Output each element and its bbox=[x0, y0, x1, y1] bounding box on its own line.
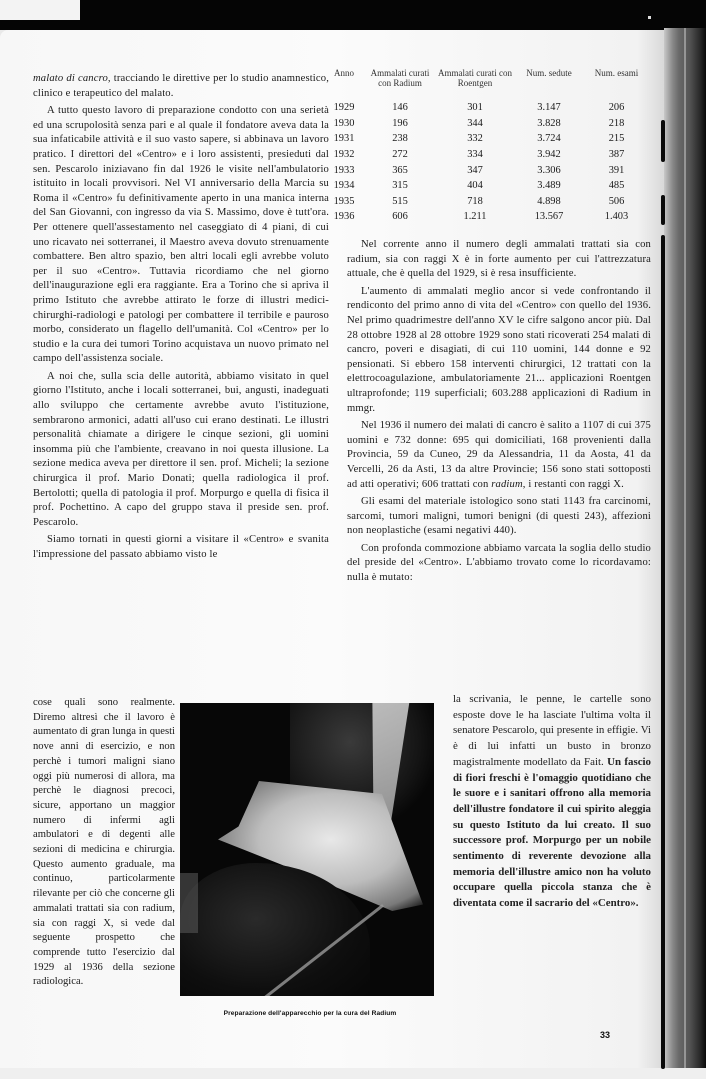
right-column-wrap-text bbox=[453, 692, 651, 912]
cell-radium: 365 bbox=[392, 164, 408, 176]
cell-esami: 506 bbox=[608, 195, 625, 207]
paragraph: L'aumento di ammalati meglio ancor si vede confrontando il rendiconto del primo anno di vita del «Centro» con quello del 1936. Nel primo quadrimestre dell'anno XV le cifre salgono ancor più. Dal 28 ottobre 1928 al 28 ottobre 1929 sono stati ricoverati 254 malati di cancro, poveri e disagiati, di cui 110 uomini, 144 donne e 92 pensionati. Si ebbero 158 interventi chirurgici, 12 trattati con la elettrocoagulazione, ambulatoriamente 21... applicazioni Roentgen ultraprofonde; 119 superficiali; 603.288 applicazioni di Radium in mmgr. bbox=[347, 285, 651, 414]
table-row bbox=[324, 178, 649, 194]
cell-roentgen: 1.211 bbox=[463, 211, 487, 223]
cell-esami: 1.403 bbox=[604, 211, 629, 223]
table-row bbox=[324, 100, 649, 116]
radiology-statistics-table bbox=[324, 68, 649, 225]
paragraph: Nel corrente anno il numero degli ammalati trattati sia con radium, sia con raggi X è in forte aumento per cui l'attrezzatura attuale, che è quella del 1929, si è resa insufficiente. bbox=[347, 239, 651, 280]
cell-sedute: 13.567 bbox=[534, 211, 564, 223]
margin-rule bbox=[661, 235, 665, 1069]
cell-esami: 215 bbox=[608, 133, 625, 145]
page-number: 33 bbox=[600, 1030, 611, 1040]
table-row bbox=[324, 162, 649, 178]
paragraph: A tutto questo lavoro di preparazione condotto con una serietà ed una scrupolosità senza pari e al quale il fondatore aveva data la sua infaticabile attività e il suo vasto sapere, si abbinava un lavoro pratico. I direttori del «Centro» e i loro assistenti, presieduti dal sen. Pescarolo iniziavano fin dal 1926 le visite nell'ambulatorio istituito in locali provvisori. Nel VI anniversario della Marcia su Roma il «Centro» fu definitivamente aperto in una manica interna del San Giovanni, con ingresso da via S. Massimo, dove è tutt'ora. Per ottenere quell'assestamento nel caseggiato di 4 piani, di cui uno ricavato nei sotterranei, il Maestro aveva dovuto strenuamente combattere. Ben altro spazio, ben altri locali egli avrebbe voluto per il suo «Centro». Tuttavia ricordiamo che nel giorno dell'inaugurazione egli era raggiante. Era a Torino che si apriva il primo Istituto che avrebbe attirato le forze di illustri medici-chirurghi-radiologi e patologi per combattere il terribile e pauroso morbo, considerato un flagello dell'umanità. Col «Centro» per lo studio e la cura dei tumori Torino acquistava un nuovo primato nel campo dell'assistenza sociale. bbox=[33, 105, 329, 365]
cell-roentgen: 334 bbox=[467, 149, 483, 161]
cell-sedute: 3.724 bbox=[537, 133, 561, 145]
scan-bottom-border bbox=[0, 1068, 706, 1079]
italic-text: radium bbox=[491, 478, 523, 490]
cell-roentgen: 301 bbox=[467, 102, 483, 114]
italic-text: malato di cancro, bbox=[33, 73, 111, 84]
cell-radium: 196 bbox=[392, 117, 408, 129]
cell-radium: 146 bbox=[392, 102, 408, 114]
paragraph: A noi che, sulla scia delle autorità, abbiamo visitato in quel giorno l'Istituto, anche i locali sotterranei, bui, angusti, inadeguati allo sviluppo che certamente avrebbe avuto l'istituzione, sembrarono armonici, adatti all'uso cui erano destinati. Le illustri personalità chiamate a dirigere le cinque sezioni, gli uomini insomma più che l'ambiente, creavano in noi questa illusione. La sezione medica aveva per direttore il sen. prof. Micheli; la sezione chirurgica il prof. Mario Donati; quella radiologica il prof. Bertolotti; quella di patologia il prof. Morpurgo e quella di fisica il prof. Pochettino. A capo del gruppo stava il preside sen. prof. Pescarolo. bbox=[33, 370, 329, 528]
cell-year: 1934 bbox=[333, 180, 355, 192]
table-row bbox=[324, 116, 649, 132]
left-column bbox=[33, 72, 329, 563]
cell-esami: 218 bbox=[608, 117, 625, 129]
paragraph-text: Nel 1936 il numero dei malati di cancro è salito a 1107 di cui 375 uomini e 732 donne: 695 qui domiciliati, 168 provenienti dalla Provincia, 59 da Cuneo, 29 da Alessandria, 11 da Aosta, 41 da Vercelli, 26 da Asti, 13 da altre Provincie; 156 sono stati sottoposti ad atti operativi; 606 trattati con bbox=[347, 420, 651, 490]
cell-sedute: 3.942 bbox=[537, 149, 561, 161]
margin-mark bbox=[661, 120, 665, 162]
cell-roentgen: 347 bbox=[467, 164, 483, 176]
cell-roentgen: 332 bbox=[467, 133, 483, 145]
cell-radium: 606 bbox=[392, 211, 408, 223]
cell-esami: 391 bbox=[608, 164, 625, 176]
cell-roentgen: 344 bbox=[467, 117, 483, 129]
cell-year: 1932 bbox=[333, 149, 355, 161]
header-radium: Ammalati curati con Radium bbox=[370, 68, 430, 88]
paragraph-text: , i restanti con raggi X. bbox=[522, 478, 624, 490]
header-esami: Num. esami bbox=[594, 68, 639, 78]
cell-year: 1929 bbox=[333, 102, 355, 114]
table-row bbox=[324, 194, 649, 210]
paragraph bbox=[347, 419, 651, 492]
table-row bbox=[324, 131, 649, 147]
header-roentgen: Ammalati curati con Roentgen bbox=[438, 68, 512, 88]
photo-shadow bbox=[180, 873, 198, 933]
paragraph bbox=[33, 72, 329, 101]
cell-radium: 272 bbox=[392, 149, 408, 161]
left-column-wrap-text: cose quali sono realmente. Diremo altresì che il lavoro è aumentato di gran lunga in questi nove anni di esercizio, e non perchè i tumori maligni siano oggi più numerosi di allora, ma perchè le diagnosi precoci, sicure, apportano un maggior numero di infermi agli ambulatori e di degenti alle sezioni di medicina e chirurgia. Questo aumento graduale, ma continuo, particolarmente rilevante per ciò che concerne gli ammalati trattati sia con radium, sia con raggi X, si vede dal seguente prospetto che comprende tutto l'esercizio dal 1929 al 1936 della sezione radiologica. bbox=[33, 697, 175, 988]
cell-radium: 315 bbox=[392, 180, 408, 192]
cell-year: 1933 bbox=[333, 164, 355, 176]
radium-apparatus-photo bbox=[180, 703, 434, 996]
margin-mark bbox=[661, 195, 665, 225]
table-row bbox=[324, 147, 649, 163]
cell-esami: 387 bbox=[608, 149, 625, 161]
paragraph-text: la scrivania, le penne, le cartelle sono esposte dove le ha lasciate l'ultima volta il senatore Pescarolo, qui presente in effigie. Vi è di lui infatti un busto in bronzo magistralmente modellato da Fait. bbox=[453, 693, 651, 768]
paragraph: Siamo tornati in questi giorni a visitare il «Centro» e svanita l'impressione del passato abbiamo visto le bbox=[33, 534, 329, 560]
book-spine-highlight bbox=[684, 28, 686, 1068]
paragraph: Con profonda commozione abbiamo varcata la soglia dello studio del preside del «Centro». L'abbiamo trovato come lo ricordavamo: nulla è mutato: bbox=[347, 542, 651, 584]
scan-top-border-lower bbox=[0, 20, 706, 30]
cell-roentgen: 404 bbox=[467, 180, 483, 192]
cell-esami: 206 bbox=[608, 102, 625, 114]
cell-sedute: 4.898 bbox=[537, 195, 561, 207]
scan-corner bbox=[0, 0, 80, 20]
header-sedute: Num. sedute bbox=[526, 68, 572, 78]
cell-year: 1935 bbox=[333, 195, 355, 207]
cell-sedute: 3.828 bbox=[537, 117, 561, 129]
cell-radium: 515 bbox=[392, 195, 408, 207]
cell-year: 1931 bbox=[333, 133, 355, 145]
table-header-row bbox=[324, 68, 649, 100]
cell-sedute: 3.306 bbox=[537, 164, 561, 176]
paragraph: Gli esami del materiale istologico sono stati 1143 fra carcinomi, sarcomi, tumori maligni, tumori benigni (di questi 243), affezioni non neoplastiche (esami negativi 440). bbox=[347, 496, 651, 537]
table-row bbox=[324, 209, 649, 225]
right-column bbox=[347, 238, 651, 586]
cell-sedute: 3.147 bbox=[537, 102, 561, 114]
paragraph-text: tracciando le direttive per lo studio anamnestico, clinico e terapeutico del malato. bbox=[33, 73, 329, 99]
cell-esami: 485 bbox=[608, 180, 625, 192]
cell-sedute: 3.489 bbox=[537, 180, 561, 192]
scan-speck bbox=[648, 16, 651, 19]
cell-roentgen: 718 bbox=[467, 195, 483, 207]
cell-year: 1930 bbox=[333, 117, 355, 129]
paragraph-text: Un fascio di fiori freschi è l'omaggio quotidiano che le suore e i sanitari offrono alla memoria dell'illustre fondatore il cui spirito aleggia su questo Istituto da lui creato. Il suo successore prof. Morpurgo per un nobile sentimento di reverente devozione alla memoria dell'illustre amico non ha voluto occupare quella piccola stanza che è diventata come il sacrario del «Centro». bbox=[453, 755, 651, 910]
header-anno: Anno bbox=[334, 68, 354, 78]
cell-year: 1936 bbox=[333, 211, 355, 223]
cell-radium: 238 bbox=[392, 133, 408, 145]
photo-caption: Preparazione dell'apparecchio per la cura del Radium bbox=[223, 1010, 397, 1017]
